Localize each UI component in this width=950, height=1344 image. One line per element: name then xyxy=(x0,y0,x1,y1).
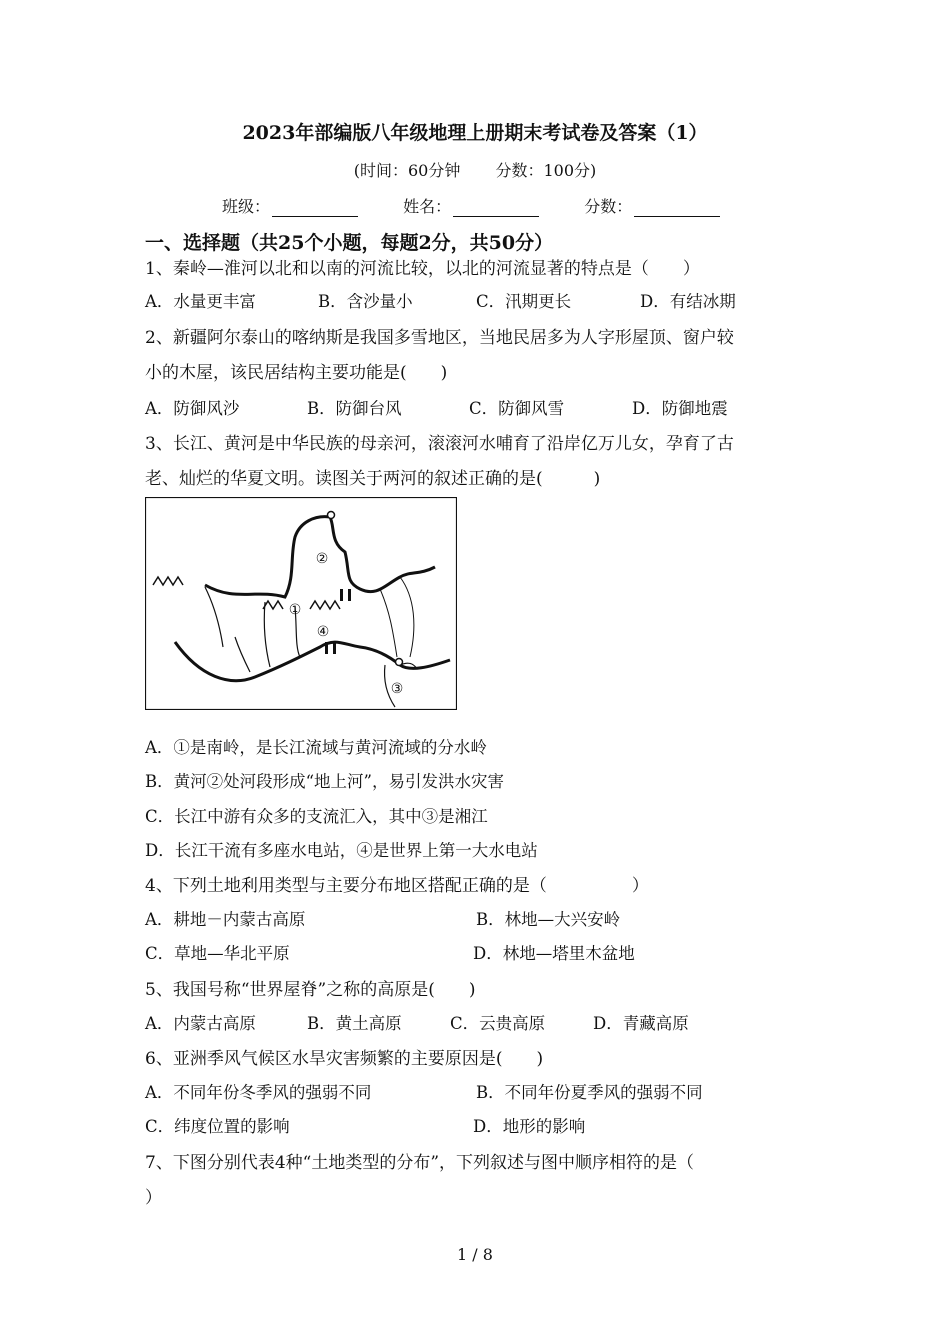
question-6-option-a: A．不同年份冬季风的强弱不同 xyxy=(145,1083,372,1102)
name-label: 姓名： xyxy=(403,197,452,216)
dam-marker-4 xyxy=(333,642,336,654)
question-3-stem-line1: 3、长江、黄河是中华民族的母亲河，滚滚河水哺育了沿岸亿万儿女，孕育了古 xyxy=(145,434,734,454)
rivers-map-figure xyxy=(145,497,457,710)
map-label-4: ④ xyxy=(316,624,330,640)
question-1-option-d: D．有结冰期 xyxy=(640,292,736,311)
page-number: 1 / 8 xyxy=(457,1245,493,1264)
question-4-option-a: A．耕地－内蒙古高原 xyxy=(145,910,306,929)
question-2-option-b: B．防御台风 xyxy=(307,399,402,418)
exam-score-total: 分数：100分) xyxy=(495,161,597,180)
question-2-stem-line1: 2、新疆阿尔泰山的喀纳斯是我国多雪地区，当地民居多为人字形屋顶、窗户较 xyxy=(145,328,734,348)
score-blank[interactable] xyxy=(634,202,720,217)
class-blank[interactable] xyxy=(272,202,358,217)
dam-marker-1 xyxy=(340,589,343,601)
question-6-stem: 6、亚洲季风气候区水旱灾害频繁的主要原因是( ) xyxy=(145,1049,544,1069)
question-7-stem-line2: ） xyxy=(145,1188,162,1208)
question-3-option-b: B．黄河②处河段形成“地上河”，易引发洪水灾害 xyxy=(145,772,504,791)
question-1-stem: 1、秦岭—淮河以北和以南的河流比较，以北的河流显著的特点是（ ） xyxy=(145,259,700,279)
question-6-option-b: B．不同年份夏季风的强弱不同 xyxy=(476,1083,703,1102)
dam-marker-3 xyxy=(325,642,328,654)
question-5-option-d: D．青藏高原 xyxy=(593,1014,689,1033)
question-5-option-a: A．内蒙古高原 xyxy=(145,1014,256,1033)
question-1-option-b: B．含沙量小 xyxy=(318,292,413,311)
name-blank[interactable] xyxy=(453,202,539,217)
exam-meta xyxy=(0,158,950,181)
question-3-option-c: C．长江中游有众多的支流汇入，其中③是湘江 xyxy=(145,807,488,826)
question-2-option-d: D．防御地震 xyxy=(632,399,728,418)
question-2-option-a: A．防御风沙 xyxy=(145,399,240,418)
question-2-stem-line2: 小的木屋，该民居结构主要功能是( ) xyxy=(145,363,448,383)
question-4-option-c: C．草地—华北平原 xyxy=(145,944,290,963)
question-3-stem-line2: 老、灿烂的华夏文明。读图关于两河的叙述正确的是( ) xyxy=(145,469,601,489)
lake-marker-south xyxy=(396,659,403,666)
question-1-option-c: C．汛期更长 xyxy=(476,292,572,311)
map-label-2: ② xyxy=(315,551,329,567)
question-5-option-c: C．云贵高原 xyxy=(450,1014,546,1033)
page-title: 2023年部编版八年级地理上册期末考试卷及答案（1） xyxy=(242,122,708,144)
question-4-option-d: D．林地—塔里木盆地 xyxy=(473,944,635,963)
question-6-option-c: C．纬度位置的影响 xyxy=(145,1117,290,1136)
exam-time: (时间：60分钟 xyxy=(353,161,461,180)
score-label: 分数： xyxy=(584,197,633,216)
map-label-3: ③ xyxy=(390,681,404,697)
student-info xyxy=(222,194,760,217)
lake-marker-north xyxy=(328,512,335,519)
section-heading: 一、选择题（共25个小题，每题2分，共50分） xyxy=(145,232,554,254)
question-4-stem: 4、下列土地利用类型与主要分布地区搭配正确的是（ ） xyxy=(145,876,649,896)
map-label-1: ① xyxy=(288,602,302,618)
question-6-option-d: D．地形的影响 xyxy=(473,1117,586,1136)
question-4-option-b: B．林地—大兴安岭 xyxy=(476,910,621,929)
question-5-stem: 5、我国号称“世界屋脊”之称的高原是( ) xyxy=(145,980,476,1000)
question-1-option-a: A．水量更丰富 xyxy=(145,292,256,311)
dam-marker-2 xyxy=(348,589,351,601)
question-7-stem-line1: 7、下图分别代表4种“土地类型的分布”，下列叙述与图中顺序相符的是（ xyxy=(145,1153,695,1173)
question-3-option-d: D．长江干流有多座水电站，④是世界上第一大水电站 xyxy=(145,841,538,860)
question-5-option-b: B．黄土高原 xyxy=(307,1014,402,1033)
question-2-option-c: C．防御风雪 xyxy=(469,399,565,418)
class-label: 班级： xyxy=(222,197,271,216)
question-3-option-a: A．①是南岭，是长江流域与黄河流域的分水岭 xyxy=(145,738,487,757)
